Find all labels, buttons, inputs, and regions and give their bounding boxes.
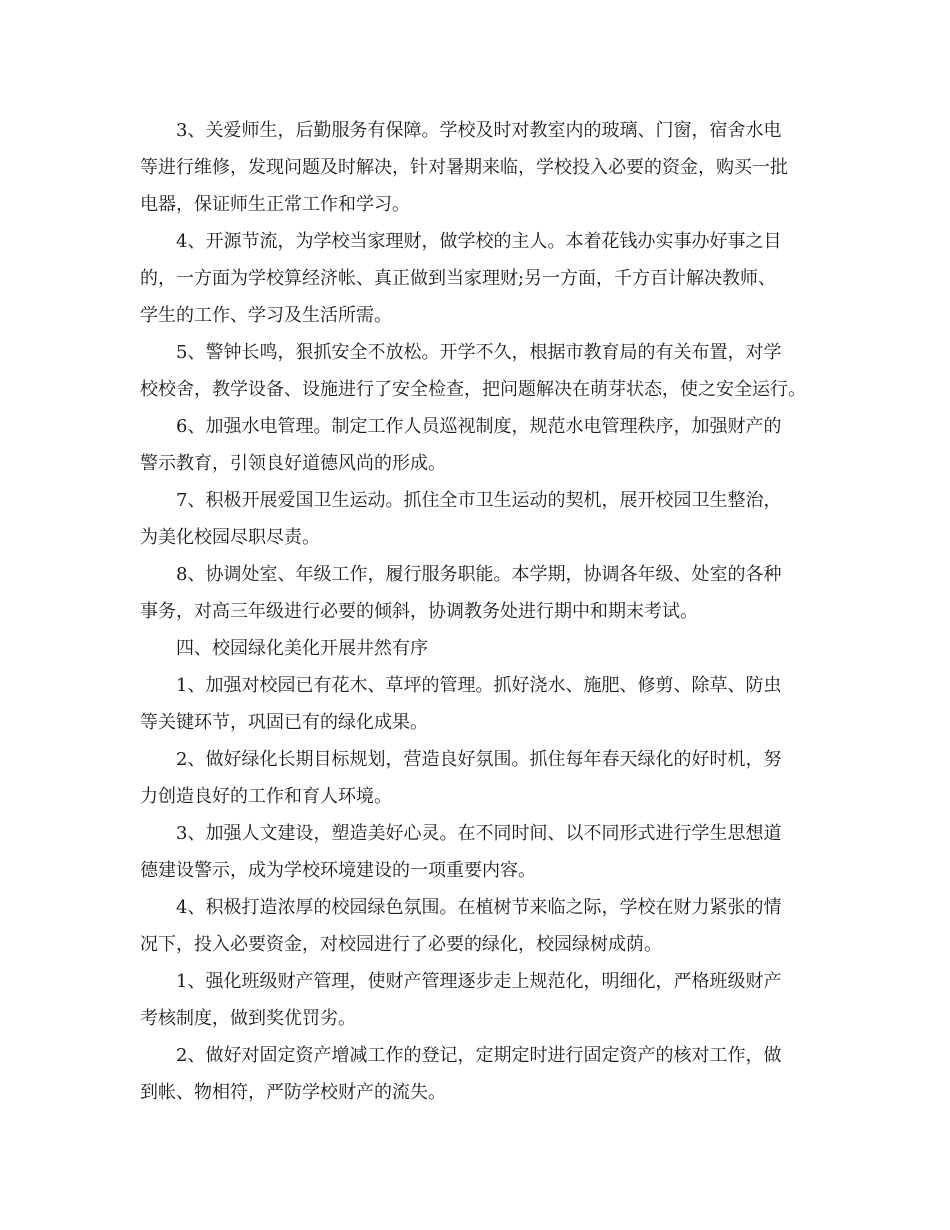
text-line: 警示教育，引领良好道德风尚的形成。 [140,453,446,474]
text-line: 的，一方面为学校算经济帐、真正做到当家理财;另一方面，千方百计解决教师、 [140,268,777,289]
text-line: 1、强化班级财产管理，使财产管理逐步走上规范化，明细化，严格班级财产 [176,971,782,992]
text-line: 到帐、物相符，严防学校财产的流失。 [140,1082,446,1103]
text-line: 力创造良好的工作和育人环境。 [140,786,392,807]
text-line: 考核制度，做到奖优罚劣。 [140,1008,356,1029]
text-line: 2、做好对固定资产增减工作的登记，定期定时进行固定资产的核对工作，做 [176,1045,782,1066]
text-line: 学生的工作、学习及生活所需。 [140,305,392,326]
text-line: 5、警钟长鸣，狠抓安全不放松。开学不久，根据市教育局的有关布置，对学 [176,342,782,363]
text-line: 3、关爱师生，后勤服务有保障。学校及时对教室内的玻璃、门窗，宿舍水电 [176,120,782,141]
text-line: 1、加强对校园已有花木、草坪的管理。抓好浇水、施肥、修剪、除草、防虫 [176,675,782,696]
text-line: 7、积极开展爱国卫生运动。抓住全市卫生运动的契机，展开校园卫生整治， [176,490,782,511]
text-line: 等进行维修，发现问题及时解决，针对暑期来临，学校投入必要的资金，购买一批 [140,157,788,178]
text-line: 3、加强人文建设，塑造美好心灵。在不同时间、以不同形式进行学生思想道 [176,823,782,844]
text-line: 等关键环节，巩固已有的绿化成果。 [140,712,428,733]
text-line: 4、开源节流，为学校当家理财，做学校的主人。本着花钱办实事办好事之目 [176,231,782,252]
section-heading: 四、校园绿化美化开展井然有序 [176,638,428,659]
text-line: 校校舍，教学设备、设施进行了安全检查，把问题解决在萌芽状态，使之安全运行。 [140,379,806,400]
text-line: 2、做好绿化长期目标规划，营造良好氛围。抓住每年春天绿化的好时机，努 [176,749,782,770]
text-line: 4、积极打造浓厚的校园绿色氛围。在植树节来临之际，学校在财力紧张的情 [176,897,782,918]
text-line: 8、协调处室、年级工作，履行服务职能。本学期，协调各年级、处室的各种 [176,564,782,585]
text-line: 6、加强水电管理。制定工作人员巡视制度，规范水电管理秩序，加强财产的 [176,416,782,437]
text-line: 电器，保证师生正常工作和学习。 [140,194,410,215]
text-line: 事务，对高三年级进行必要的倾斜，协调教务处进行期中和期末考试。 [140,601,698,622]
text-line: 况下，投入必要资金，对校园进行了必要的绿化，校园绿树成荫。 [140,934,662,955]
text-line: 为美化校园尽职尽责。 [140,527,320,548]
text-line: 德建设警示，成为学校环境建设的一项重要内容。 [140,860,536,881]
